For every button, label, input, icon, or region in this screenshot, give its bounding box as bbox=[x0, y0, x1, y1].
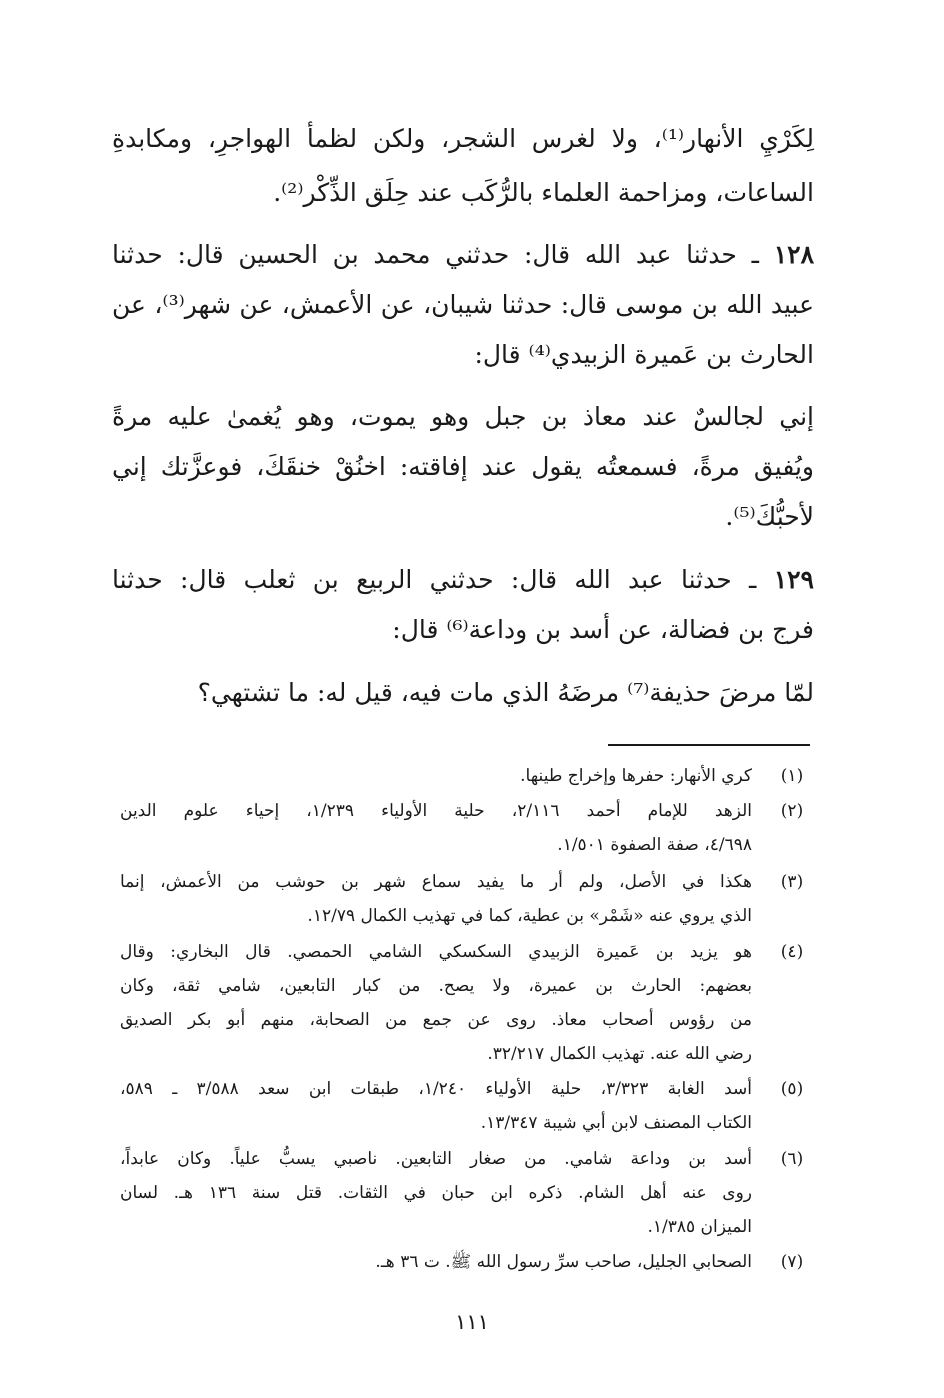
footnote-number: (٤) bbox=[780, 942, 804, 962]
footnote-line: كري الأنهار: حفرها وإخراج طينها. bbox=[520, 766, 752, 786]
footnote-number: (٦) bbox=[780, 1149, 804, 1169]
footnote-divider bbox=[608, 744, 810, 746]
footnote-line: هكذا في الأصل، ولم أر ما يفيد سماع شهر بن حوشب من الأعمش، إنما bbox=[120, 872, 752, 892]
hadith-number: ١٢٨ bbox=[773, 240, 815, 269]
footnote-number: (١) bbox=[780, 766, 804, 786]
footnote-line: الزهد للإمام أحمد ٢/١١٦، حلية الأولياء ١/٢٣٩، إحياء علوم الدين bbox=[120, 801, 752, 821]
text-line: لِكَرْيِ الأنهار⁽¹⁾، ولا لغرس الشجر، ولكن لظمأ الهواجرِ، ومكابدةِ bbox=[112, 124, 814, 153]
footnote-line: أسد الغابة ٣/٣٢٣، حلية الأولياء ١/٢٤٠، طبقات ابن سعد ٣/٥٨٨ ـ ٥٨٩، bbox=[120, 1079, 753, 1099]
footnote-line: الكتاب المصنف لابن أبي شيبة ١٣/٣٤٧. bbox=[480, 1113, 752, 1133]
footnote-line: أسد بن وداعة شامي. من صغار التابعين. ناصبي يسبُّ علياً. وكان عابداً، bbox=[120, 1149, 752, 1169]
footnote-line: الذي يروي عنه «شَمْر» بن عطية، كما في تهذيب الكمال ١٢/٧٩. bbox=[307, 906, 752, 926]
footnote-line: رضي الله عنه. تهذيب الكمال ٣٢/٢١٧. bbox=[487, 1044, 752, 1064]
footnote-line: الميزان ١/٣٨٥. bbox=[647, 1217, 752, 1237]
footnote-line: روى عنه أهل الشام. ذكره ابن حبان في الثقات. قتل سنة ١٣٦ هـ. لسان bbox=[120, 1183, 753, 1203]
text-line: الساعات، ومزاحمة العلماء بالرُّكَب عند حِلَق الذِّكْر⁽²⁾. bbox=[273, 178, 814, 207]
text-line: فرج بن فضالة، عن أسد بن وداعة⁽⁶⁾ قال: bbox=[392, 615, 814, 644]
text-line: لمّا مرضَ حذيفة⁽⁷⁾ مرضَهُ الذي مات فيه، قيل له: ما تشتهي؟ bbox=[197, 678, 814, 707]
hadith-129-line-1: ١٢٩ ـ حدثنا عبد الله قال: حدثني الربيع بن ثعلب قال: حدثنا bbox=[112, 565, 814, 594]
footnote-number: (٢) bbox=[780, 801, 804, 821]
footnote-line: بعضهم: الحارث بن عميرة، ولا يصح. من كبار التابعين، شامي ثقة، وكان bbox=[120, 976, 752, 996]
page-number: ١١١ bbox=[455, 1310, 489, 1334]
footnote-line: ٤/٦٩٨، صفة الصفوة ١/٥٠١. bbox=[557, 835, 752, 855]
text-line: عبيد الله بن موسى قال: حدثنا شيبان، عن الأعمش، عن شهر⁽³⁾، عن bbox=[112, 290, 814, 319]
footnote-line: هو يزيد بن عَميرة الزبيدي السكسكي الشامي الحمصي. قال البخاري: وقال bbox=[120, 942, 752, 962]
text-line: إني لجالسٌ عند معاذ بن جبل وهو يموت، وهو يُغمىٰ عليه مرةً bbox=[112, 402, 814, 431]
footnote-number: (٣) bbox=[780, 872, 804, 892]
hadith-number: ١٢٩ bbox=[773, 565, 814, 594]
text-line: لأحبُّكَ⁽⁵⁾. bbox=[725, 502, 814, 531]
hadith-128-line-1: ١٢٨ ـ حدثنا عبد الله قال: حدثني محمد بن الحسين قال: حدثنا bbox=[112, 240, 815, 269]
footnote-number: (٧) bbox=[780, 1252, 804, 1272]
text-line: ويُفيق مرةً، فسمعتُه يقول عند إفاقته: اخنُقْ خنقَكَ، فوعزَّتك إني bbox=[112, 452, 814, 481]
footnote-number: (٥) bbox=[780, 1079, 804, 1099]
footnote-line: من رؤوس أصحاب معاذ. روى عن جمع من الصحابة، منهم أبو بكر الصديق bbox=[120, 1010, 752, 1030]
footnote-line: الصحابي الجليل، صاحب سرِّ رسول الله ﷺ. ت ٣٦ هـ. bbox=[375, 1252, 752, 1272]
text-line: الحارث بن عَميرة الزبيدي⁽⁴⁾ قال: bbox=[474, 340, 814, 369]
